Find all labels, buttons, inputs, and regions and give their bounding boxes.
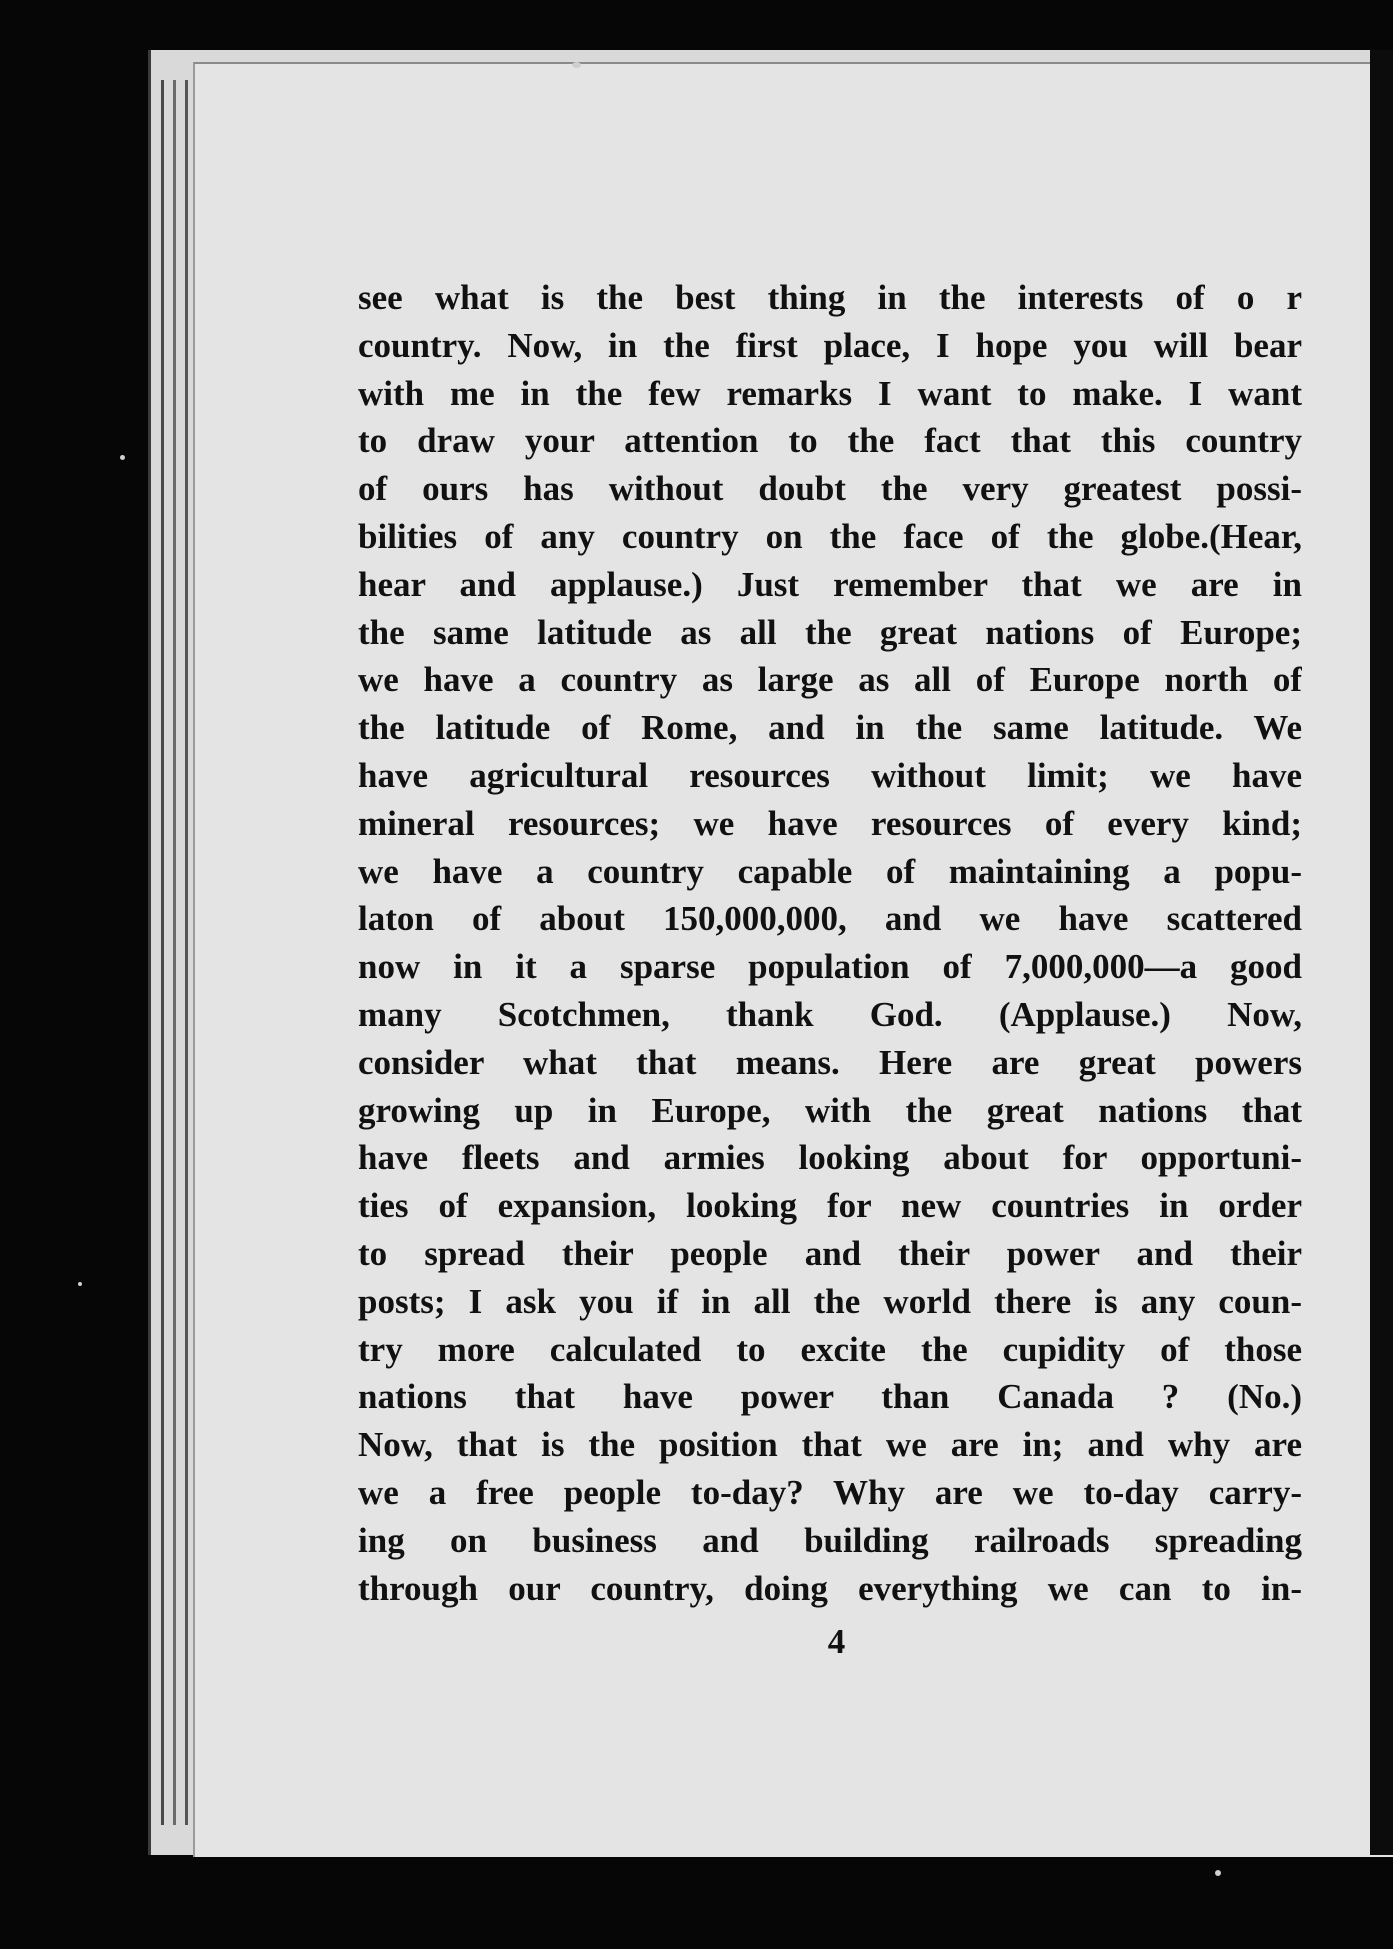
text-line: with me in the few remarks I want to make. I want [358,373,1302,413]
right-shadow [1370,50,1393,1855]
page-edge [161,80,164,1825]
text-line: posts; I ask you if in all the world there is any coun- [358,1281,1302,1321]
text-line: we a free people to-day? Why are we to-day carry- [358,1472,1302,1512]
text-line: to draw your attention to the fact that this country [358,421,1302,461]
dust-speck [1215,1870,1221,1876]
dust-speck [572,62,581,68]
dust-speck [78,1282,82,1286]
text-line: to spread their people and their power and their [358,1233,1302,1273]
text-line: try more calculated to excite the cupidity of those [358,1329,1302,1369]
page-edge [185,80,188,1825]
text-line: bilities of any country on the face of the globe.(Hear, [358,516,1302,556]
text-line: hear and applause.) Just remember that we are in [358,564,1302,604]
text-line: consider what that means. Here are great powers [358,1042,1302,1082]
text-line: the same latitude as all the great nations of Europe; [358,612,1302,652]
page-number: 4 [827,1622,846,1661]
text-line: of ours has without doubt the very greatest possi- [358,469,1302,509]
dust-speck [120,455,125,460]
text-line: have fleets and armies looking about for opportuni- [358,1138,1302,1178]
body-text [358,274,1302,1612]
page-edge [173,80,176,1825]
text-line: have agricultural resources without limit; we have [358,755,1302,795]
text-line: country. Now, in the first place, I hope you will bear [358,325,1302,365]
text-line: many Scotchmen, thank God. (Applause.) Now, [358,994,1302,1034]
text-line: laton of about 150,000,000, and we have scattered [358,899,1302,939]
text-line: growing up in Europe, with the great nations that [358,1090,1302,1130]
text-line: we have a country capable of maintaining a popu- [358,851,1302,891]
text-line: mineral resources; we have resources of every kind; [358,803,1302,843]
text-line: the latitude of Rome, and in the same latitude. We [358,708,1302,748]
text-line: ing on business and building railroads spreading [358,1520,1302,1560]
text-line: we have a country as large as all of Europe north of [358,660,1302,700]
text-line: through our country, doing everything we can to in- [358,1568,1302,1608]
text-line: now in it a sparse population of 7,000,000—a good [358,947,1302,987]
text-line: see what is the best thing in the interests of o r [358,278,1302,317]
text-line: ties of expansion, looking for new countries in order [358,1186,1302,1226]
text-line: Now, that is the position that we are in; and why are [358,1425,1302,1465]
text-line: nations that have power than Canada ? (No.) [358,1377,1302,1417]
